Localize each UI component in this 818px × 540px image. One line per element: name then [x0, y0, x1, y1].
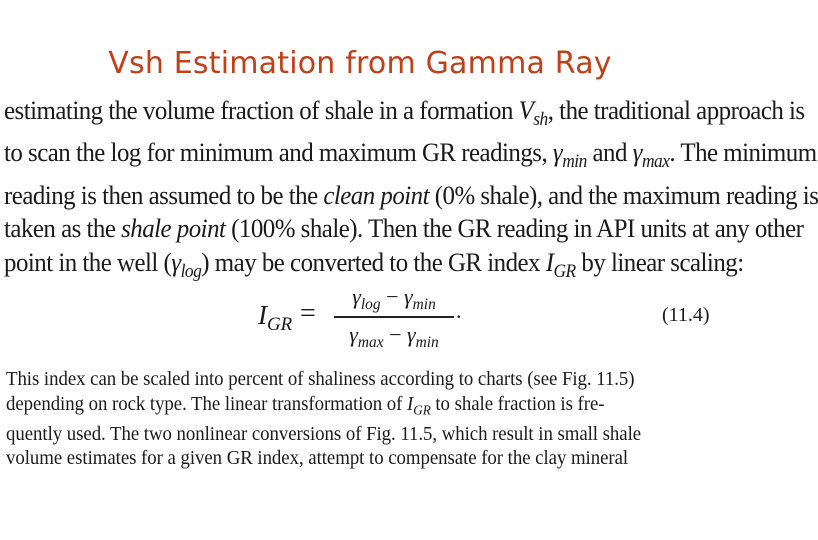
paragraph-line: quently used. The two nonlinear conversions of Fig. 11.5, which result in small shale — [6, 423, 642, 445]
shale-point-term: shale point — [121, 213, 226, 244]
gamma-max-symbol: γ — [632, 137, 642, 168]
gamma-min-symbol: γ — [552, 137, 563, 168]
vsh-symbol: V — [518, 95, 534, 125]
igr-symbol: I — [545, 246, 554, 277]
paragraph-line: depending on rock type. The linear transformation of $I_{GR}$ to shale fraction is fre- — [6, 393, 605, 417]
paragraph-line: point in the well $(\gamma_{log})$ may be converted to the GR index $I_{GR}$ by linear scaling: — [4, 246, 744, 282]
paragraph-line: estimating the volume fraction of shale in a formation $V_{sh}$, the traditional approach is — [4, 95, 805, 130]
paragraph-line: This index can be scaled into percent of shaliness according to charts (see Fig. 11.5) — [6, 369, 635, 390]
paragraph-line: to scan the log for minimum and maximum GR readings, $\gamma_{min}$ and $\gamma_{max}$. The minimum — [4, 137, 817, 173]
page-title: Vsh Estimation from Gamma Ray — [108, 46, 612, 81]
equation-11-4 — [258, 284, 718, 354]
paragraph-line: taken as the shale point (100% shale). Then the GR reading in API units at any other — [4, 213, 804, 244]
gamma-log-symbol: γ — [171, 246, 181, 277]
equals-sign: = — [300, 298, 316, 329]
igr-symbol: I — [407, 393, 414, 415]
numerator: $\gamma_{log} - \gamma_{min}$ — [352, 284, 436, 313]
equation-lhs: $I_{GR}$ — [258, 300, 293, 336]
explanation-paragraph — [6, 368, 720, 472]
fraction-bar — [334, 316, 454, 318]
equation-number: (11.4) — [662, 304, 710, 326]
paragraph-line: volume estimates for a given GR index, attempt to compensate for the clay mineral — [6, 448, 629, 470]
denominator: $\gamma_{max} - \gamma_{min}$ — [349, 322, 439, 351]
paragraph-line: reading is then assumed to be the clean point (0% shale), and the maximum reading is — [4, 179, 818, 210]
equation-period: . — [456, 298, 462, 323]
clean-point-term: clean point — [323, 179, 430, 210]
intro-paragraph — [4, 94, 818, 288]
